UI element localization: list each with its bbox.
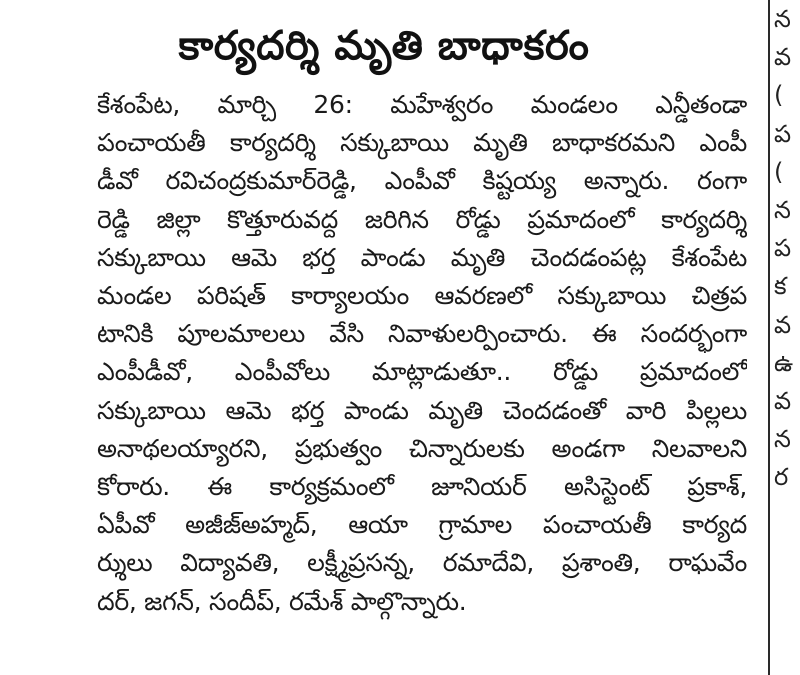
- fragment-char: న: [774, 5, 791, 33]
- fragment-char: క: [774, 272, 787, 301]
- fragment-char: న: [774, 425, 791, 454]
- fragment-char: న: [774, 196, 791, 225]
- article-line: కోరారు. ఈ కార్యక్రమంలో జూనియర్ అసిస్టెంట్ ప్రకాశ్,: [97, 472, 747, 502]
- article-line: డీవో రవిచంద్రకుమార్‌రెడ్డి, ఎంపీవో కిష్టయ్య అన్నారు. రంగా: [97, 166, 747, 196]
- article-line: రెడ్డి జిల్లా కొత్తూరువద్ద జరిగిన రోడ్డు ప్రమాదంలో కార్యదర్శి: [97, 204, 747, 234]
- fragment-char: ప: [774, 119, 792, 148]
- fragment-char: ప: [774, 234, 792, 263]
- article-line: ఎంపీడీవో, ఎంపీవోలు మాట్లాడుతూ.. రోడ్డు ప్రమాదంలో: [97, 357, 747, 387]
- fragment-char: (: [774, 157, 784, 186]
- article-line: ర్శులు విద్యావతి, లక్ష్మీప్రసన్న, రమాదేవి, ప్రశాంతి, రాఘవేం: [97, 548, 747, 578]
- fragment-char: వ: [774, 387, 792, 416]
- article-line: సక్కుబాయి ఆమె భర్త పాండు మృతి చెందడంతో వారి పిల్లలు: [97, 395, 747, 425]
- article-line: మండల పరిషత్ కార్యాలయం ఆవరణలో సక్కుబాయి చిత్రప: [97, 281, 747, 311]
- article-line: టానికి పూలమాలలు వేసి నివాళులర్పించారు. ఈ సందర్భంగా: [97, 319, 747, 349]
- fragment-char: (: [774, 81, 784, 110]
- article-line: సక్కుబాయి ఆమె భర్త పాండు మృతి చెందడంపట్ల కేశంపేట: [97, 242, 747, 272]
- article-headline: కార్యదర్శి మృతి బాధాకరం: [178, 23, 590, 69]
- article-body: [97, 86, 747, 621]
- fragment-char: వ: [774, 43, 792, 72]
- fragment-char: వ: [774, 310, 792, 339]
- column-divider: [768, 0, 770, 675]
- article-line: అనాథలయ్యారని, ప్రభుత్వం చిన్నారులకు అండగా నిలవాలని: [97, 433, 747, 463]
- neighbor-column-fragment: [774, 0, 800, 675]
- fragment-char: ర: [774, 463, 789, 492]
- article-line: ఏపీవో అజీజ్‌అహ్మద్, ఆయా గ్రామాల పంచాయతీ కార్యద: [97, 510, 747, 540]
- fragment-char: ఉ: [774, 348, 794, 377]
- article-line: దర్, జగన్, సందీప్, రమేశ్ పాల్గొన్నారు.: [97, 586, 467, 616]
- article-line: కేశంపేట, మార్చి 26: మహేశ్వరం మండలం ఎన్డీతండా: [97, 90, 747, 119]
- article-line: పంచాయతీ కార్యదర్శి సక్కుబాయి మృతి బాధాకరమని ఎంపీ: [97, 128, 747, 158]
